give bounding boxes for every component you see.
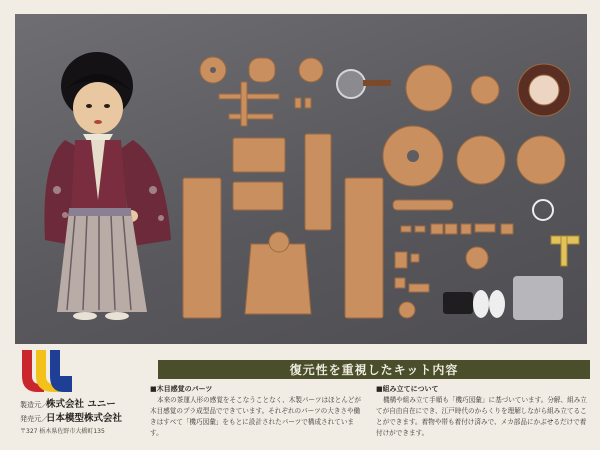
manufacturer-row — [20, 396, 158, 410]
seller-role: 発売元／ — [20, 415, 48, 423]
seller-row — [20, 410, 158, 424]
company-info — [20, 396, 158, 435]
kit-photo — [15, 14, 587, 344]
kit-parts-image — [15, 14, 587, 344]
section-body: 本来の茶運人形の感覚をそこなうことなく、木製パーツはほとんどが木目感覚のプラ成型品でできています。それぞれのパーツの大きさや働きはすべて「機巧図彙」をもとに設計されたパーツで構成されています。 — [150, 396, 362, 437]
company-address: 〒327 栃木県佐野市大橋町135 — [20, 428, 105, 435]
section-heading: ■組み立てについて — [376, 385, 439, 393]
seller-name: 日本模型株式会社 — [46, 413, 123, 424]
section-body: 機構や組み立て手順も「機巧図彙」に基づいています。分解、組み立てが自由自在にでき、江戸時代のからくりを理解しながら組み立てることができます。着物や帯も着付け済みで、メカ部品にかぶせるだけで着付けができます。 — [376, 396, 587, 437]
section-heading: ■木目感覚のパーツ — [150, 385, 213, 393]
unny-logo — [20, 348, 74, 394]
manufacturer-role: 製造元／ — [20, 401, 48, 409]
manufacturer-name: 株式会社 ユニー — [46, 399, 116, 410]
section-wood-parts — [150, 384, 366, 439]
title-banner-text: 復元性を重視したキット内容 — [289, 363, 459, 377]
section-assembly — [376, 384, 592, 439]
title-banner — [158, 360, 590, 379]
